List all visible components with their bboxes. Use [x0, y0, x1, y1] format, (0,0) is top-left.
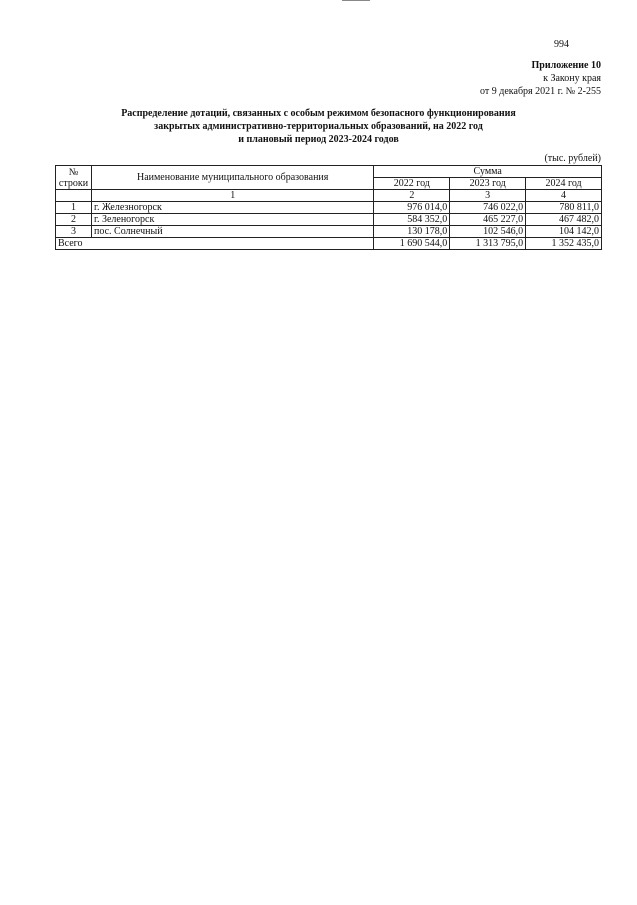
title-line-1: Распределение дотаций, связанных с особым режимом безопасного функционирования [121, 108, 516, 119]
value-2022: 976 014,0 [374, 202, 450, 214]
total-row [56, 238, 602, 250]
table-row [56, 226, 602, 238]
page-number: 994 [554, 39, 569, 50]
table-row [56, 202, 602, 214]
municipality-name: г. Железногорск [91, 202, 373, 214]
row-number: 1 [56, 202, 92, 214]
total-2022: 1 690 544,0 [374, 238, 450, 250]
table-row [56, 214, 602, 226]
column-number-2: 2 [374, 190, 450, 202]
title-line-2: закрытых административно-территориальных образований, на 2022 год [154, 121, 483, 132]
title-line-3: и плановый период 2023-2024 годов [238, 134, 399, 145]
row-number: 2 [56, 214, 92, 226]
value-2024: 467 482,0 [526, 214, 602, 226]
value-2022: 130 178,0 [374, 226, 450, 238]
municipality-name: пос. Солнечный [91, 226, 373, 238]
header-row-number [56, 166, 92, 190]
appendix-block [480, 59, 601, 98]
subsidy-table [55, 165, 602, 250]
total-label: Всего [56, 238, 374, 250]
header-sum: Сумма [374, 166, 602, 178]
value-2024: 104 142,0 [526, 226, 602, 238]
scan-mark [342, 0, 370, 1]
appendix-date: от 9 декабря 2021 г. № 2-255 [480, 86, 601, 97]
value-2023: 746 022,0 [450, 202, 526, 214]
header-no-symbol: № [68, 166, 79, 178]
column-number-3: 3 [450, 190, 526, 202]
value-2024: 780 811,0 [526, 202, 602, 214]
header-2024: 2024 год [526, 178, 602, 190]
row-number: 3 [56, 226, 92, 238]
header-row-1 [56, 166, 602, 178]
value-2023: 102 546,0 [450, 226, 526, 238]
column-number-row [56, 190, 602, 202]
column-number-4: 4 [526, 190, 602, 202]
total-2023: 1 313 795,0 [450, 238, 526, 250]
units-label: (тыс. рублей) [544, 153, 601, 164]
appendix-title: Приложение 10 [531, 60, 601, 71]
municipality-name: г. Зеленогорск [91, 214, 373, 226]
value-2022: 584 352,0 [374, 214, 450, 226]
header-municipality: Наименование муниципального образования [91, 166, 373, 190]
header-no-label: строки [58, 177, 89, 189]
column-number-empty [56, 190, 92, 202]
appendix-law: к Закону края [543, 73, 601, 84]
value-2023: 465 227,0 [450, 214, 526, 226]
total-2024: 1 352 435,0 [526, 238, 602, 250]
document-title [0, 107, 637, 146]
header-2022: 2022 год [374, 178, 450, 190]
column-number-1: 1 [91, 190, 373, 202]
header-2023: 2023 год [450, 178, 526, 190]
